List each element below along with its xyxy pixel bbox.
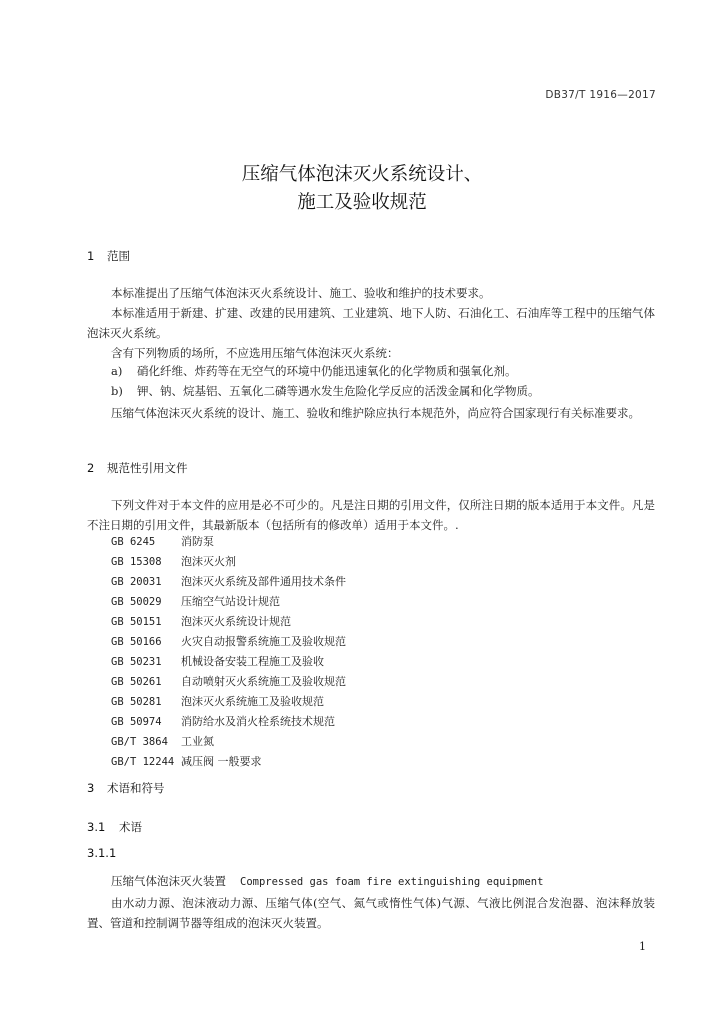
reference-item: [111, 693, 324, 709]
document-id: DB37/T 1916—2017: [545, 89, 656, 101]
reference-name: 消防泵: [181, 535, 214, 548]
section-1-title: 范围: [107, 249, 130, 263]
reference-name: 自动喷射灭火系统施工及验收规范: [181, 675, 346, 688]
section-2-intro: 下列文件对于本文件的应用是必不可少的。凡是注日期的引用文件，仅所注日期的版本适用于本文件。凡是不注日期的引用文件，其最新版本（包括所有的修改单）适用于本文件。.: [87, 498, 655, 532]
reference-item: [111, 533, 214, 549]
subsection-3-1-heading: [87, 819, 142, 835]
document-title-line-2: 施工及验收规范: [297, 192, 427, 213]
item-b-text: 钾、钠、烷基铝、五氧化二磷等遇水发生危险化学反应的活泼金属和化学物质。: [137, 384, 540, 398]
reference-name: 泡沫灭火系统设计规范: [181, 615, 291, 628]
section-1-paragraph-2: 本标准适用于新建、扩建、改建的民用建筑、工业建筑、地下人防、石油化工、石油库等工程中的压缩气体泡沫灭火系统。: [87, 306, 655, 340]
item-a-label: a): [111, 364, 123, 378]
page-number: 1: [639, 940, 646, 953]
section-3-title: 术语和符号: [107, 781, 165, 795]
reference-code: GB 20031: [111, 576, 162, 588]
reference-item: [111, 753, 262, 769]
term-chinese: 压缩气体泡沫灭火装置: [111, 874, 226, 888]
reference-code: GB 50151: [111, 616, 162, 628]
reference-name: 机械设备安装工程施工及验收: [181, 655, 324, 668]
section-1-paragraph-4: 压缩气体泡沫灭火系统的设计、施工、验收和维护除应执行本规范外，尚应符合国家现行有关标准要求。: [111, 406, 640, 420]
section-2-title: 规范性引用文件: [107, 461, 188, 475]
reference-code: GB 6245: [111, 536, 156, 548]
section-1-number: 1: [87, 249, 95, 263]
reference-code: GB 50029: [111, 596, 162, 608]
reference-name: 减压阀 一般要求: [181, 755, 262, 768]
reference-name: 泡沫灭火系统及部件通用技术条件: [181, 575, 346, 588]
reference-name: 消防给水及消火栓系统技术规范: [181, 715, 335, 728]
subsection-3-1-title: 术语: [119, 820, 142, 834]
reference-code: GB 15308: [111, 556, 162, 568]
reference-item: [111, 613, 291, 629]
section-2-number: 2: [87, 461, 95, 475]
section-1-heading: [87, 248, 130, 264]
reference-code: GB 50261: [111, 676, 162, 688]
document-title-line-1: 压缩气体泡沫灭火系统设计、: [241, 164, 483, 185]
item-a-text: 硝化纤维、炸药等在无空气的环境中仍能迅速氧化的化学物质和强氧化剂。: [137, 364, 517, 378]
term-entry: [111, 873, 543, 889]
reference-code: GB/T 12244: [111, 756, 175, 768]
reference-item: [111, 553, 236, 569]
reference-name: 泡沫灭火系统施工及验收规范: [181, 695, 324, 708]
reference-code: GB 50974: [111, 716, 162, 728]
reference-code: GB/T 3864: [111, 736, 168, 748]
section-3-number: 3: [87, 781, 95, 795]
reference-item: [111, 633, 346, 649]
reference-name: 工业氮: [181, 735, 214, 748]
section-2-heading: [87, 460, 188, 476]
reference-code: GB 50231: [111, 656, 162, 668]
reference-item: [111, 673, 346, 689]
reference-item: [111, 573, 346, 589]
reference-name: 压缩空气站设计规范: [181, 595, 280, 608]
reference-item: [111, 653, 324, 669]
section-1-paragraph-1: 本标准提出了压缩气体泡沫灭火系统设计、施工、验收和维护的技术要求。: [111, 286, 491, 300]
reference-item: [111, 713, 335, 729]
term-english: Compressed gas foam fire extinguishing equipment: [240, 876, 544, 888]
reference-item: [111, 733, 214, 749]
section-1-item-b: [111, 383, 540, 399]
section-1-item-a: [111, 363, 517, 379]
reference-name: 火灾自动报警系统施工及验收规范: [181, 635, 346, 648]
section-3-heading: [87, 780, 165, 796]
section-1-paragraph-3: 含有下列物质的场所，不应选用压缩气体泡沫灭火系统：: [111, 346, 399, 360]
subsection-3-1-number: 3.1: [87, 820, 106, 834]
term-definition: 由水动力源、泡沫液动力源、压缩气体(空气、氮气或惰性气体)气源、气液比例混合发泡器、泡沫释放装置、管道和控制调节器等组成的泡沫灭火装置。: [87, 896, 655, 930]
reference-code: GB 50166: [111, 636, 162, 648]
reference-name: 泡沫灭火剂: [181, 555, 236, 568]
clause-3-1-1-number: 3.1.1: [87, 846, 117, 860]
reference-item: [111, 593, 280, 609]
item-b-label: b): [111, 384, 123, 398]
reference-code: GB 50281: [111, 696, 162, 708]
